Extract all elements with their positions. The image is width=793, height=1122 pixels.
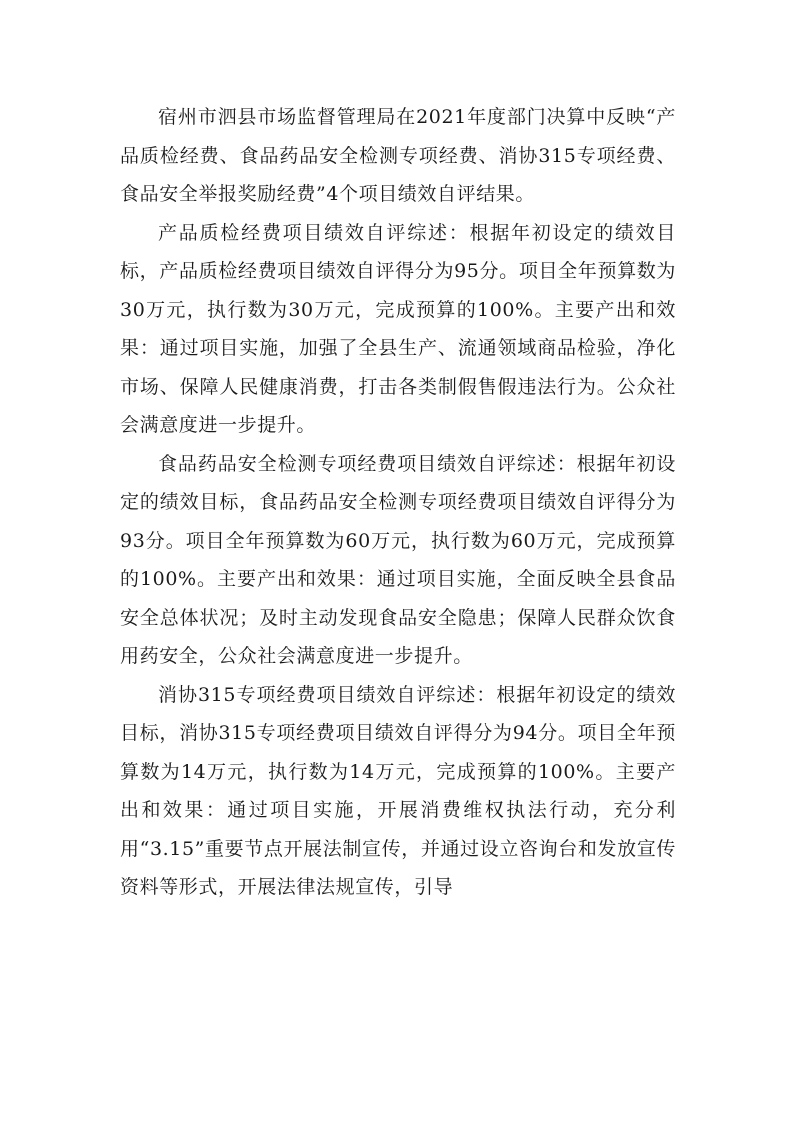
- consumer-association-paragraph: 消协315专项经费项目绩效自评综述：根据年初设定的绩效目标，消协315专项经费项目绩效自评得分为94分。项目全年预算数为14万元，执行数为14万元，完成预算的100%。主要产出和效果：通过项目实施，开展消费维权执法行动，充分利用“3.15”重要节点开展法制宣传，并通过设立咨询台和发放宣传资料等形式，开展法律法规宣传，引导: [120, 683, 676, 898]
- document-body: [120, 98, 676, 907]
- intro-paragraph: 宿州市泗县市场监督管理局在2021年度部门决算中反映“产品质检经费、食品药品安全检测专项经费、消协315专项经费、食品安全举报奖励经费”4个项目绩效自评结果。: [120, 106, 676, 205]
- food-drug-safety-paragraph: 食品药品安全检测专项经费项目绩效自评综述：根据年初设定的绩效目标，食品药品安全检测专项经费项目绩效自评得分为93分。项目全年预算数为60万元，执行数为60万元，完成预算的100%。主要产出和效果：通过项目实施，全面反映全县食品安全总体状况；及时主动发现食品安全隐患；保障人民群众饮食用药安全，公众社会满意度进一步提升。: [120, 452, 676, 667]
- product-quality-paragraph: 产品质检经费项目绩效自评综述：根据年初设定的绩效目标，产品质检经费项目绩效自评得分为95分。项目全年预算数为30万元，执行数为30万元，完成预算的100%。主要产出和效果：通过项目实施，加强了全县生产、流通领域商品检验，净化市场、保障人民健康消费，打击各类制假售假违法行为。公众社会满意度进一步提升。: [120, 221, 676, 436]
